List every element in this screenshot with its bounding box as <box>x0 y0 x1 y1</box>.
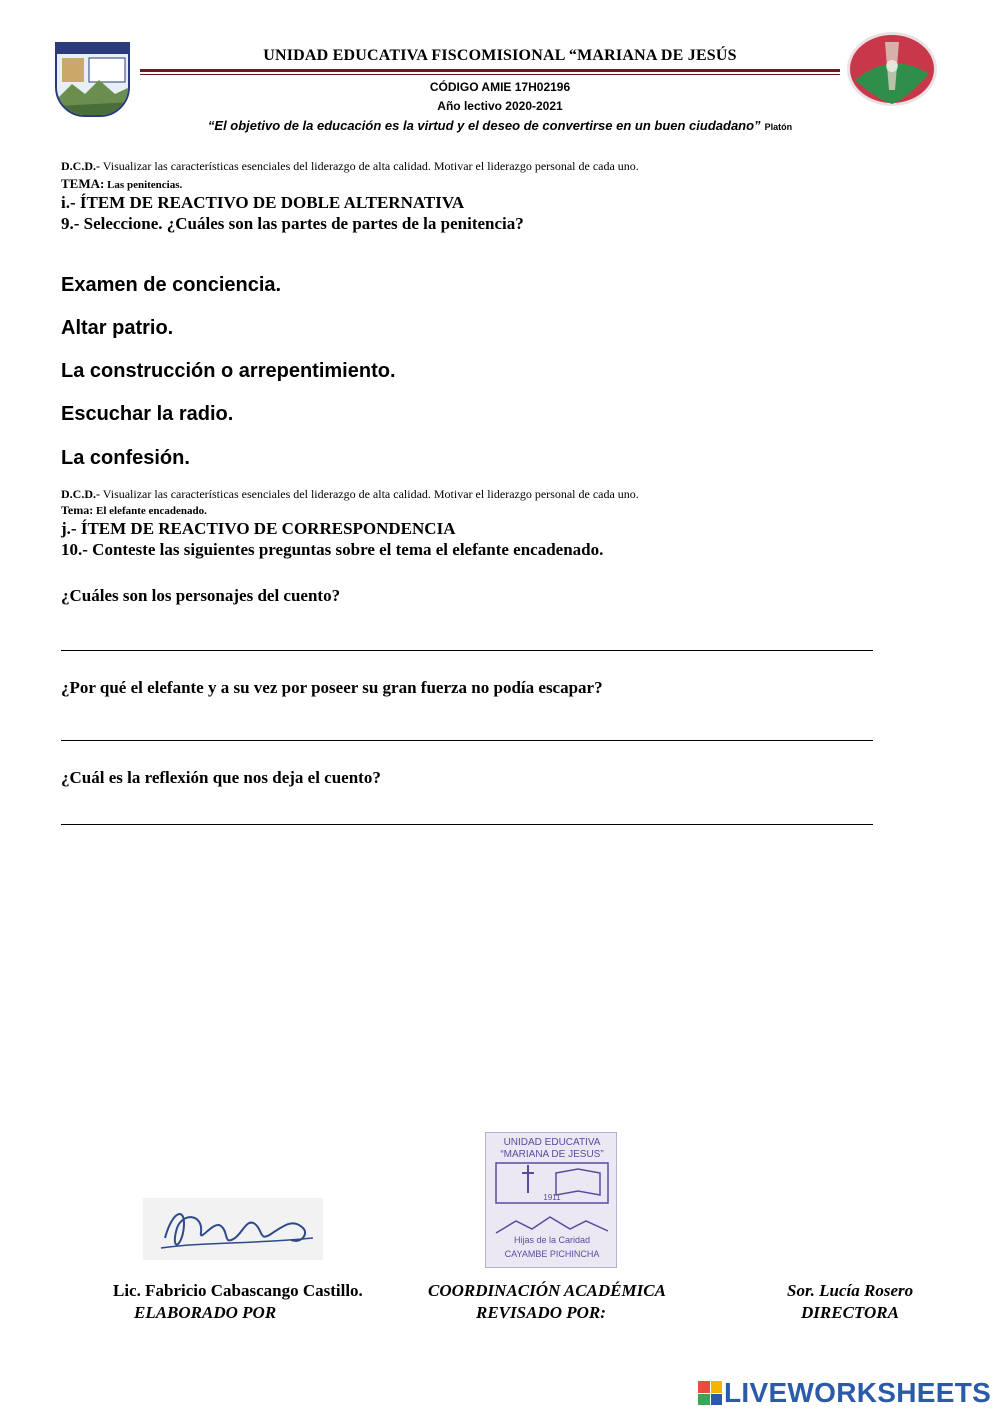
stamp-line-2: “MARIANA DE JESUS” <box>500 1149 604 1160</box>
school-emblem-right <box>845 30 940 108</box>
item-title-i: i.- ÍTEM DE REACTIVO DE DOBLE ALTERNATIVA <box>61 193 465 212</box>
answer-line-1[interactable] <box>61 650 873 651</box>
quote-author: Platón <box>764 122 793 132</box>
stamp-year: 1911 <box>543 1193 561 1202</box>
option-1[interactable]: Examen de conciencia. <box>61 274 282 296</box>
option-5[interactable]: La confesión. <box>61 447 190 469</box>
answer-line-3[interactable] <box>61 824 873 825</box>
option-2[interactable]: Altar patrio. <box>61 317 174 339</box>
signer-3-role: DIRECTORA <box>801 1303 899 1322</box>
tema-line-2: Tema: El elefante encadenado. <box>61 503 207 517</box>
liveworksheets-wordmark: LIVEWORKSHEETS <box>724 1377 992 1408</box>
tema-line-1: TEMA: Las penitencias. <box>61 176 183 191</box>
stamp-line-1: UNIDAD EDUCATIVA <box>503 1137 601 1148</box>
signer-1-name: Lic. Fabricio Cabascango Castillo. <box>113 1281 363 1300</box>
header-rule-thin <box>140 74 840 75</box>
dcd-line-1: D.C.D.- Visualizar las características esenciales del liderazgo de alta calidad. Motivar el liderazgo personal de cada uno. <box>61 159 639 173</box>
signer-1-role: ELABORADO POR <box>134 1303 277 1322</box>
stamp-line-3: Hijas de la Caridad <box>513 1235 591 1245</box>
question-10-1: ¿Cuáles son los personajes del cuento? <box>61 586 341 605</box>
motto-quote: “El objetivo de la educación es la virtud y el deseo de convertirse en un buen ciudadano” Platón <box>207 118 793 133</box>
header-rule <box>140 69 840 72</box>
institution-stamp <box>485 1132 617 1268</box>
answer-line-2[interactable] <box>61 740 873 741</box>
signer-2-name: COORDINACIÓN ACADÉMICA <box>428 1281 666 1300</box>
stamp-line-4: CAYAMBE PICHINCHA <box>504 1249 600 1259</box>
dcd-line-2: D.C.D.- Visualizar las características esenciales del liderazgo de alta calidad. Motivar el liderazgo personal de cada uno. <box>61 487 639 501</box>
school-code: CÓDIGO AMIE 17H02196 <box>429 80 571 94</box>
question-9: 9.- Seleccione. ¿Cuáles son las partes de partes de la penitencia? <box>61 214 524 233</box>
option-3[interactable]: La construcción o arrepentimiento. <box>61 360 396 382</box>
question-10-3: ¿Cuál es la reflexión que nos deja el cuento? <box>61 768 381 787</box>
signer-3-name: Sor. Lucía Rosero <box>787 1281 914 1300</box>
question-10-2: ¿Por qué el elefante y a su vez por poseer su gran fuerza no podía escapar? <box>61 678 603 697</box>
option-4[interactable]: Escuchar la radio. <box>61 403 234 425</box>
signer-2-role: REVISADO POR: <box>476 1303 606 1322</box>
handwritten-signature <box>143 1198 323 1260</box>
liveworksheets-icon <box>698 1381 722 1405</box>
question-10: 10.- Conteste las siguientes preguntas sobre el tema el elefante encadenado. <box>61 540 604 559</box>
liveworksheets-logo <box>698 1375 991 1411</box>
item-title-j: j.- ÍTEM DE REACTIVO DE CORRESPONDENCIA <box>61 519 456 538</box>
school-year: Año lectivo 2020-2021 <box>437 99 563 113</box>
school-name: UNIDAD EDUCATIVA FISCOMISIONAL “MARIANA DE JESÚS <box>263 47 737 64</box>
